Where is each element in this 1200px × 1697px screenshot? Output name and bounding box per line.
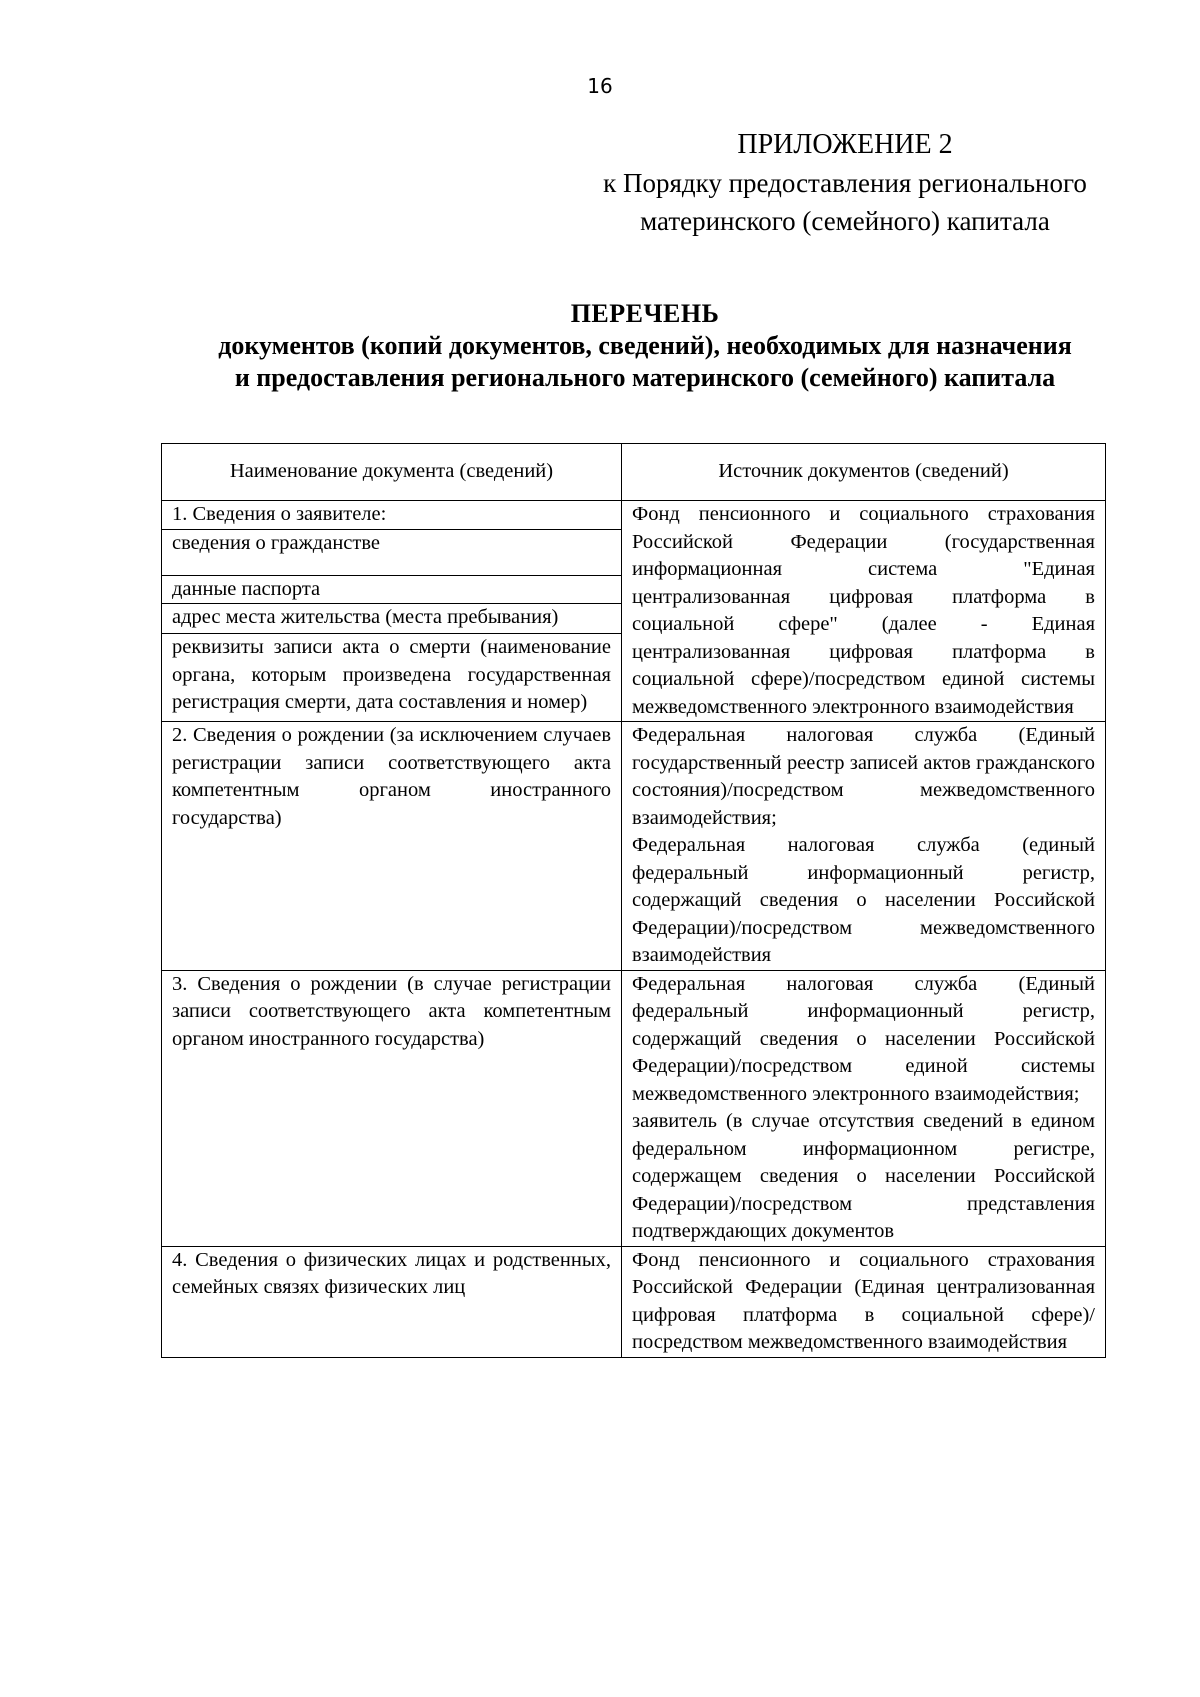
header-document-name: Наименование документа (сведений): [162, 444, 622, 501]
row4-name: 4. Сведения о физических лицах и родственных, семейных связях физических лиц: [162, 1246, 622, 1357]
row3-name: 3. Сведения о рождении (в случае регистрации записи соответствующего акта компетентным органом иностранного государства): [162, 970, 622, 1246]
page-number: 16: [587, 74, 613, 98]
row3-source: [622, 970, 1106, 1246]
row2-source-a: Федеральная налоговая служба (Единый государственный реестр записей актов гражданского состояния)/посредством межведомственного взаимодействия;: [632, 724, 1095, 829]
header-document-source: Источник документов (сведений): [622, 444, 1106, 501]
table-row: [162, 1246, 1106, 1357]
document-heading: [150, 298, 1140, 394]
row4-source: Фонд пенсионного и социального страхования Российской Федерации (Единая централизованная цифровая платформа в социальной сфере)/посредством межведомственного взаимодействия: [622, 1246, 1106, 1357]
row1-item-2: сведения о гражданстве: [162, 529, 622, 575]
table-header-row: [162, 444, 1106, 501]
row3-source-b: заявитель (в случае отсутствия сведений в едином федеральном информационном регистре, содержащем сведения о населении Российской Федерации)/посредством представления подтверждающих документов: [632, 1110, 1095, 1242]
annex-line-2: материнского (семейного) капитала: [640, 206, 1050, 236]
row1-source: Фонд пенсионного и социального страхования Российской Федерации (государственная информационная система "Единая централизованная цифровая платформа в социальной сфере" (далее - Единая централизованная цифровая платформа в социальной сфере)/посредством единой системы межведомственного электронного взаимодействия: [622, 501, 1106, 722]
row1-item-5: реквизиты записи акта о смерти (наименование органа, которым произведена государственная регистрация смерти, дата составления и номер): [162, 634, 622, 722]
table-row: [162, 722, 1106, 971]
row3-source-a: Федеральная налоговая служба (Единый федеральный информационный регистр, содержащий сведения о населении Российской Федерации)/посредством единой системы межведомственного электронного взаимодействия;: [632, 972, 1095, 1105]
row2-source: [622, 722, 1106, 971]
row1-item-3: данные паспорта: [162, 575, 622, 604]
row1-item-4: адрес места жительства (места пребывания): [162, 604, 622, 634]
annex-title: ПРИЛОЖЕНИЕ 2: [737, 129, 953, 160]
row2-source-b: Федеральная налоговая служба (единый федеральный информационный регистр, содержащий сведения о населении Российской Федерации)/посредством межведомственного взаимодействия: [632, 834, 1095, 966]
row2-name: 2. Сведения о рождении (за исключением случаев регистрации записи соответствующего акта компетентным органом иностранного государства): [162, 722, 622, 971]
table-row: [162, 970, 1106, 1246]
table-row: [162, 501, 1106, 530]
annex-line-1: к Порядку предоставления регионального: [603, 168, 1087, 198]
documents-table: [161, 443, 1106, 1358]
heading-subtitle-2: и предоставления регионального материнского (семейного) капитала: [234, 363, 1056, 392]
heading-subtitle-1: документов (копий документов, сведений), необходимых для назначения: [218, 331, 1072, 360]
heading-title: ПЕРЕЧЕНЬ: [570, 299, 720, 328]
annex-header: [560, 126, 1130, 240]
row1-item-1: 1. Сведения о заявителе:: [162, 501, 622, 530]
